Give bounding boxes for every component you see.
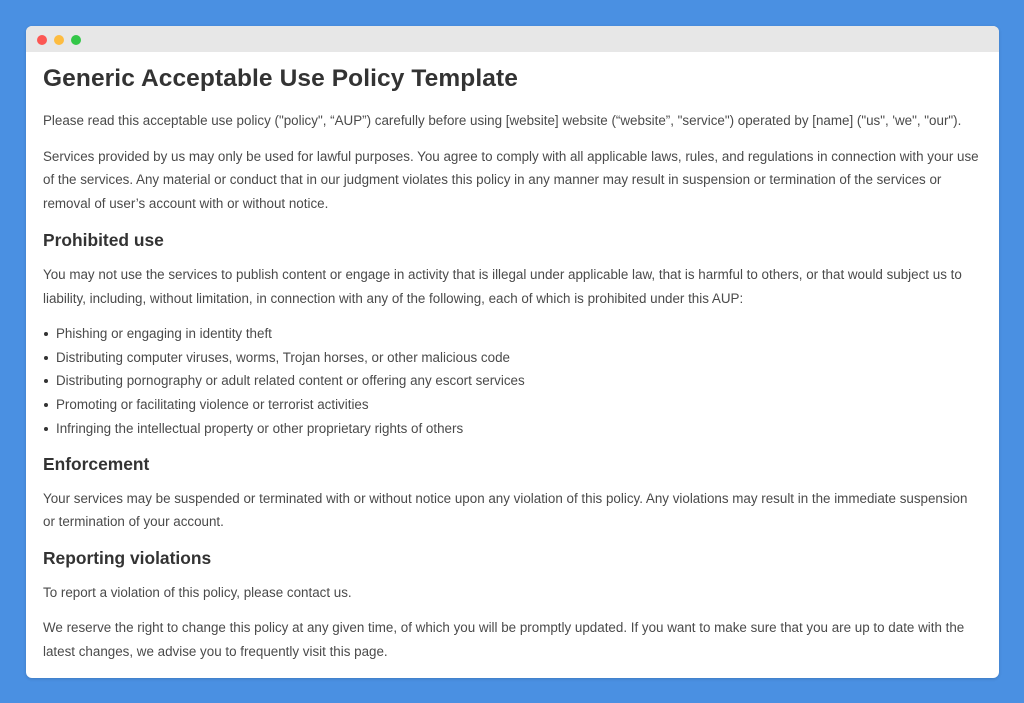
policy-document <box>43 52 983 663</box>
reporting-paragraph: To report a violation of this policy, please contact us. <box>43 584 352 600</box>
window-titlebar <box>26 26 999 52</box>
enforcement-paragraph: Your services may be suspended or terminated with or without notice upon any violation of this policy. Any violations may result in the immediate suspension or termination of your account. <box>43 490 968 530</box>
intro-paragraph: Please read this acceptable use policy ("policy", “AUP”) carefully before using [website] website (“website”, "service") operated by [name] ("us", 'we", "our"). <box>43 113 962 128</box>
minimize-dot-icon[interactable] <box>54 35 64 45</box>
page-title: Generic Acceptable Use Policy Template <box>43 65 518 92</box>
list-item: Distributing pornography or adult related content or offering any escort services <box>56 369 983 393</box>
browser-window <box>26 26 999 678</box>
list-item: Distributing computer viruses, worms, Trojan horses, or other malicious code <box>56 346 983 370</box>
list-item: Phishing or engaging in identity theft <box>56 322 983 346</box>
lawful-use-paragraph: Services provided by us may only be used for lawful purposes. You agree to comply with all applicable laws, rules, and regulations in connection with your use of the services. Any material or conduct that in our judgment violates this policy in any manner may result in suspension or termination of the services or removal of user’s account with or without notice. <box>43 148 979 211</box>
maximize-dot-icon[interactable] <box>71 35 81 45</box>
changes-paragraph: We reserve the right to change this policy at any given time, of which you will be promptly updated. If you want to make sure that you are up to date with the latest changes, we advise you to frequently visit this page. <box>43 620 965 659</box>
list-item: Infringing the intellectual property or other proprietary rights of others <box>56 417 983 441</box>
list-item: Promoting or facilitating violence or terrorist activities <box>56 393 983 417</box>
enforcement-heading: Enforcement <box>43 453 150 474</box>
prohibited-use-heading: Prohibited use <box>43 230 164 250</box>
prohibited-use-paragraph: You may not use the services to publish content or engage in activity that is illegal under applicable law, that is harmful to others, or that would subject us to liability, including, without limitation, in connection with any of the following, each of which is prohibited under this AUP: <box>43 267 962 306</box>
prohibited-list <box>43 322 983 441</box>
close-dot-icon[interactable] <box>37 35 47 45</box>
reporting-violations-heading: Reporting violations <box>43 547 212 568</box>
